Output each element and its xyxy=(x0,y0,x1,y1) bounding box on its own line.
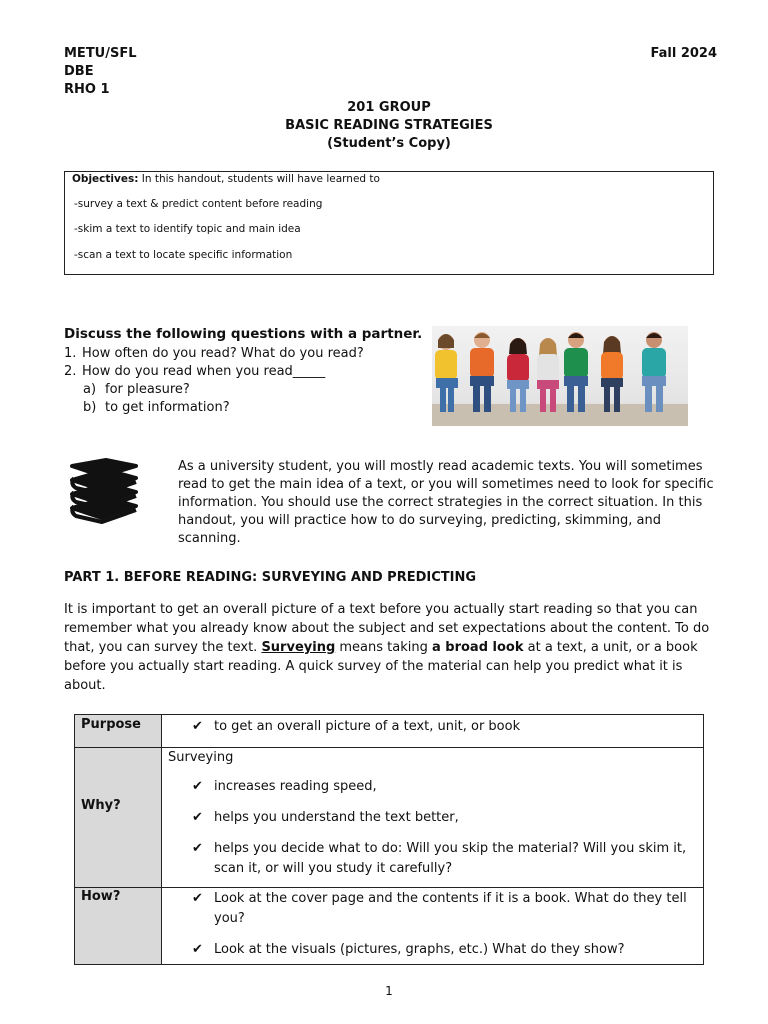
part-1-paragraph xyxy=(64,600,724,695)
why-label xyxy=(75,748,162,888)
why-intro: Surveying xyxy=(168,750,234,765)
question-1: How often do you read? What do you read? xyxy=(82,346,364,361)
how-label: How? xyxy=(75,888,162,965)
why-item: increases reading speed, xyxy=(214,779,377,794)
why-cell xyxy=(162,748,704,888)
list-item xyxy=(168,777,703,797)
table-row xyxy=(75,888,704,965)
broad-look-emphasis: a broad look xyxy=(431,640,524,655)
objectives-box xyxy=(64,171,714,275)
option-a: for pleasure? xyxy=(105,382,190,397)
objectives-label: Objectives: xyxy=(72,173,139,185)
books-icon xyxy=(66,458,140,524)
surveying-term: Surveying xyxy=(261,640,336,655)
document-title: BASIC READING STRATEGIES xyxy=(285,118,493,133)
list-item xyxy=(162,940,703,960)
check-icon: ✔ xyxy=(192,779,203,794)
why-item: helps you understand the text better, xyxy=(214,810,459,825)
how-item: Look at the visuals (pictures, graphs, etc.) What do they show? xyxy=(214,942,625,957)
check-icon: ✔ xyxy=(192,719,203,734)
paragraph-text: means taking xyxy=(335,640,432,655)
option-b: to get information? xyxy=(105,400,230,415)
purpose-label: Purpose xyxy=(75,715,162,748)
question-1-number: 1. xyxy=(64,346,77,361)
option-a-label: a) xyxy=(83,382,97,397)
document-subtitle: (Student’s Copy) xyxy=(327,136,451,151)
purpose-text: to get an overall picture of a text, unit, or book xyxy=(214,719,521,734)
list-item xyxy=(162,717,703,737)
paragraph-text: at a text, a unit, or a book before you actually start reading. A quick survey of the material can help you predict what it is about. xyxy=(64,640,698,693)
table-row xyxy=(75,748,704,888)
department-label: DBE xyxy=(64,64,94,79)
part-1-title: PART 1. BEFORE READING: SURVEYING AND PREDICTING xyxy=(64,570,477,585)
surveying-table xyxy=(74,714,704,965)
how-item: Look at the cover page and the contents if it is a book. What do they tell you? xyxy=(214,891,687,926)
objective-item: -skim a text to identify topic and main idea xyxy=(74,223,301,235)
objective-item: -survey a text & predict content before reading xyxy=(74,198,323,210)
discussion-heading: Discuss the following questions with a partner. xyxy=(64,326,423,342)
check-icon: ✔ xyxy=(192,891,203,906)
check-icon: ✔ xyxy=(192,942,203,957)
paragraph-text: It is important to get an overall picture of a text before you actually start reading so that you can remember what you already know about the subject and set expectations about the content. To do that, you can survey the text. xyxy=(64,602,710,655)
question-2-number: 2. xyxy=(64,364,77,379)
why-item: helps you decide what to do: Will you skip the material? Will you skim it, scan it, or will you study it carefully? xyxy=(214,841,687,876)
objective-item: -scan a text to locate specific information xyxy=(74,249,293,261)
why-label-text: Why? xyxy=(81,797,121,813)
group-label: 201 GROUP xyxy=(347,100,431,115)
list-item xyxy=(168,808,703,828)
intro-paragraph: As a university student, you will mostly read academic texts. You will sometimes read to get the main idea of a text, or you will sometimes need to look for specific information. You should use the correct strategies in the correct situation. In this handout, you will practice how to do surveying, predicting, skimming, and scanning. xyxy=(178,459,714,546)
institution-label: METU/SFL xyxy=(64,46,137,61)
purpose-cell xyxy=(162,715,704,748)
check-icon: ✔ xyxy=(192,841,203,856)
page-number: 1 xyxy=(385,984,393,998)
students-illustration xyxy=(432,326,688,426)
check-icon: ✔ xyxy=(192,810,203,825)
list-item xyxy=(162,889,703,929)
students-photo xyxy=(432,326,688,426)
objectives-intro-text: In this handout, students will have learned to xyxy=(138,173,380,185)
table-row xyxy=(75,715,704,748)
question-2: How do you read when you read_____ xyxy=(82,364,326,379)
how-cell xyxy=(162,888,704,965)
option-b-label: b) xyxy=(83,400,97,415)
term-label: Fall 2024 xyxy=(650,46,717,61)
list-item xyxy=(168,839,703,879)
course-code: RHO 1 xyxy=(64,82,110,97)
objectives-intro xyxy=(72,173,380,185)
